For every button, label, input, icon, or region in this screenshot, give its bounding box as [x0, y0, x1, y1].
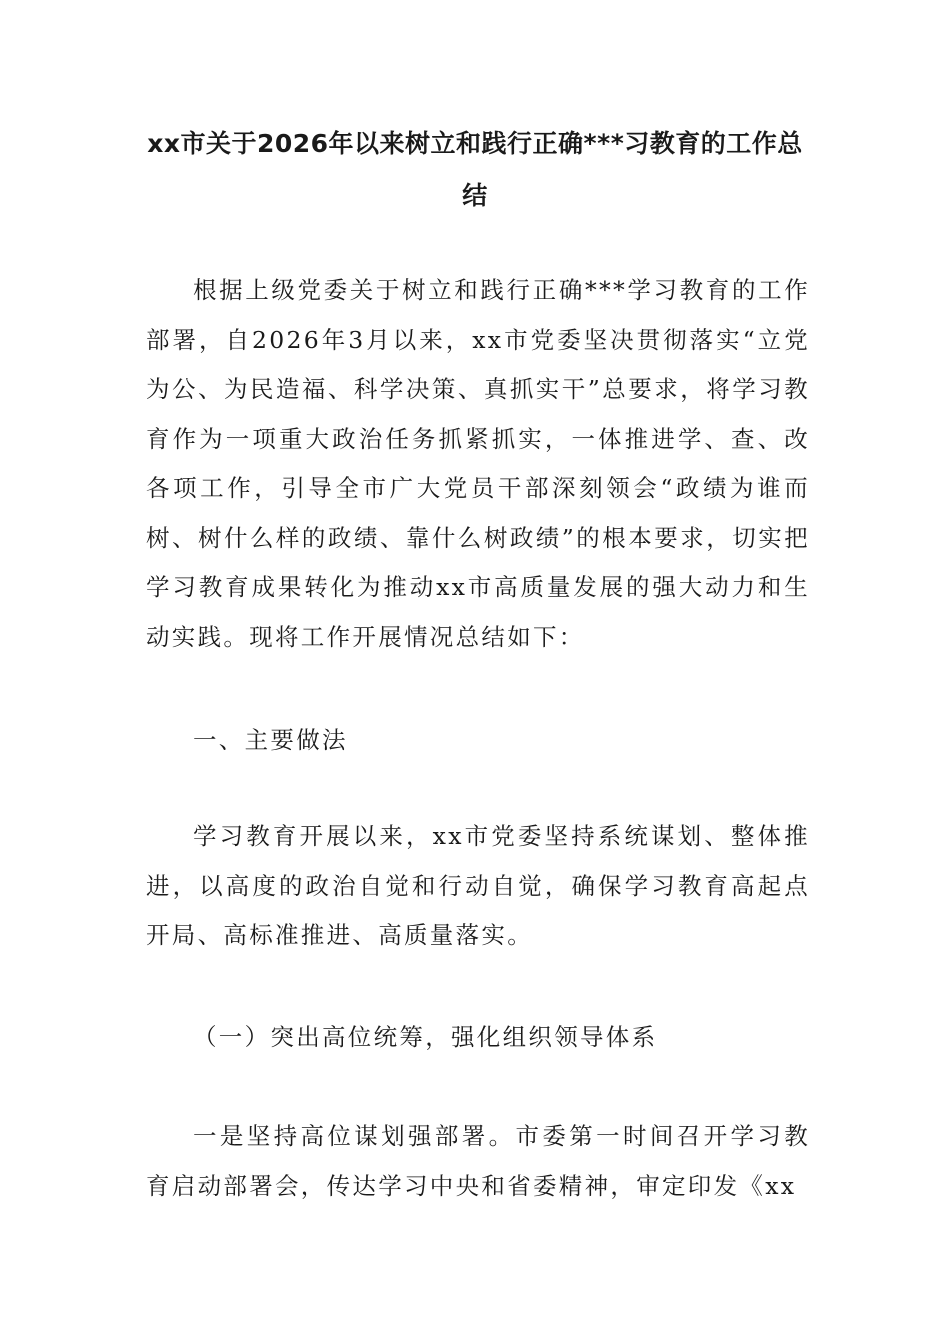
- intro-paragraph: 根据上级党委关于树立和践行正确***学习教育的工作部署，自2026年3月以来，xx市党委坚决贯彻落实“立党为公、为民造福、科学决策、真抓实干”总要求，将学习教育作为一项重大政治任务抓紧抓实，一体推进学、查、改各项工作，引导全市广大党员干部深刻领会“政绩为谁而树、树什么样的政绩、靠什么树政绩”的根本要求，切实把学习教育成果转化为推动xx市高质量发展的强大动力和生动实践。现将工作开展情况总结如下：: [146, 276, 810, 651]
- document-title: xx市关于2026年以来树立和践行正确***习教育的工作总结: [147, 129, 803, 210]
- section-intro-paragraph: 学习教育开展以来，xx市党委坚持系统谋划、整体推进，以高度的政治自觉和行动自觉，确保学习教育高起点开局、高标准推进、高质量落实。: [146, 822, 810, 949]
- section-heading-main-practices: 一、主要做法: [193, 726, 348, 754]
- body-paragraph-deployment: 一是坚持高位谋划强部署。市委第一时间召开学习教育启动部署会，传达学习中央和省委精神，审定印发《xx: [146, 1122, 810, 1200]
- subsection-heading-leadership: （一）突出高位统筹，强化组织领导体系: [193, 1023, 658, 1051]
